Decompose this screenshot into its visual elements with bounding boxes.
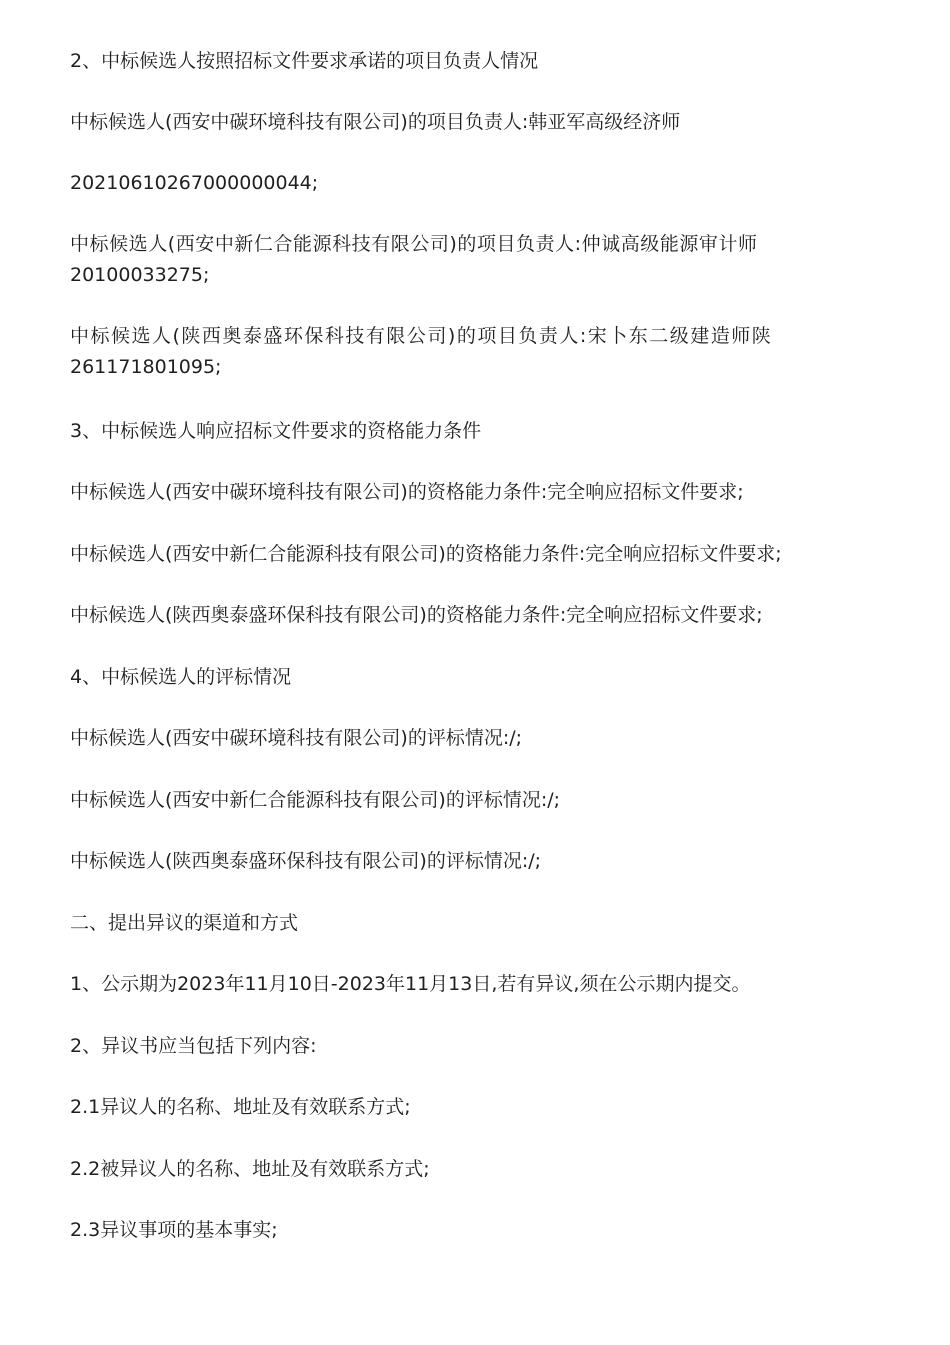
paragraph-leader-candidate-1: 中标候选人(西安中碳环境科技有限公司)的项目负责人:韩亚军高级经济师 bbox=[70, 111, 681, 133]
paragraph-qualification-candidate-3: 中标候选人(陕西奥泰盛环保科技有限公司)的资格能力条件:完全响应招标文件要求; bbox=[70, 604, 763, 626]
section-heading-evaluation: 4、中标候选人的评标情况 bbox=[70, 666, 292, 688]
paragraph-objection-item-2-2: 2.2被异议人的名称、地址及有效联系方式; bbox=[70, 1158, 430, 1180]
section-heading-project-leader: 2、中标候选人按照招标文件要求承诺的项目负责人情况 bbox=[70, 50, 539, 72]
paragraph-leader-candidate-3 bbox=[70, 321, 885, 383]
paragraph-line: 261171801095; bbox=[70, 356, 222, 378]
paragraph-leader-candidate-2 bbox=[70, 229, 885, 291]
paragraph-evaluation-candidate-3: 中标候选人(陕西奥泰盛环保科技有限公司)的评标情况:/; bbox=[70, 850, 542, 872]
paragraph-line: 中标候选人(陕西奥泰盛环保科技有限公司)的项目负责人:宋卜东二级建造师陕 bbox=[70, 325, 773, 347]
section-heading-qualification: 3、中标候选人响应招标文件要求的资格能力条件 bbox=[70, 420, 482, 442]
paragraph-qualification-candidate-2: 中标候选人(西安中新仁合能源科技有限公司)的资格能力条件:完全响应招标文件要求; bbox=[70, 543, 782, 565]
paragraph-qualification-candidate-1: 中标候选人(西安中碳环境科技有限公司)的资格能力条件:完全响应招标文件要求; bbox=[70, 481, 744, 503]
paragraph-objection-contents: 2、异议书应当包括下列内容: bbox=[70, 1035, 317, 1057]
paragraph-objection-item-2-1: 2.1异议人的名称、地址及有效联系方式; bbox=[70, 1096, 411, 1118]
section-heading-objection: 二、提出异议的渠道和方式 bbox=[70, 912, 299, 934]
paragraph-objection-item-2-3: 2.3异议事项的基本事实; bbox=[70, 1219, 278, 1241]
paragraph-evaluation-candidate-1: 中标候选人(西安中碳环境科技有限公司)的评标情况:/; bbox=[70, 727, 523, 749]
paragraph-evaluation-candidate-2: 中标候选人(西安中新仁合能源科技有限公司)的评标情况:/; bbox=[70, 789, 561, 811]
paragraph-leader-candidate-1-cert: 20210610267000000044; bbox=[70, 172, 319, 194]
paragraph-publicity-period: 1、公示期为2023年11月10日-2023年11月13日,若有异议,须在公示期内提交。 bbox=[70, 973, 751, 995]
paragraph-line: 中标候选人(西安中新仁合能源科技有限公司)的项目负责人:仲诚高级能源审计师 bbox=[70, 233, 758, 255]
paragraph-line: 20100033275; bbox=[70, 264, 210, 286]
